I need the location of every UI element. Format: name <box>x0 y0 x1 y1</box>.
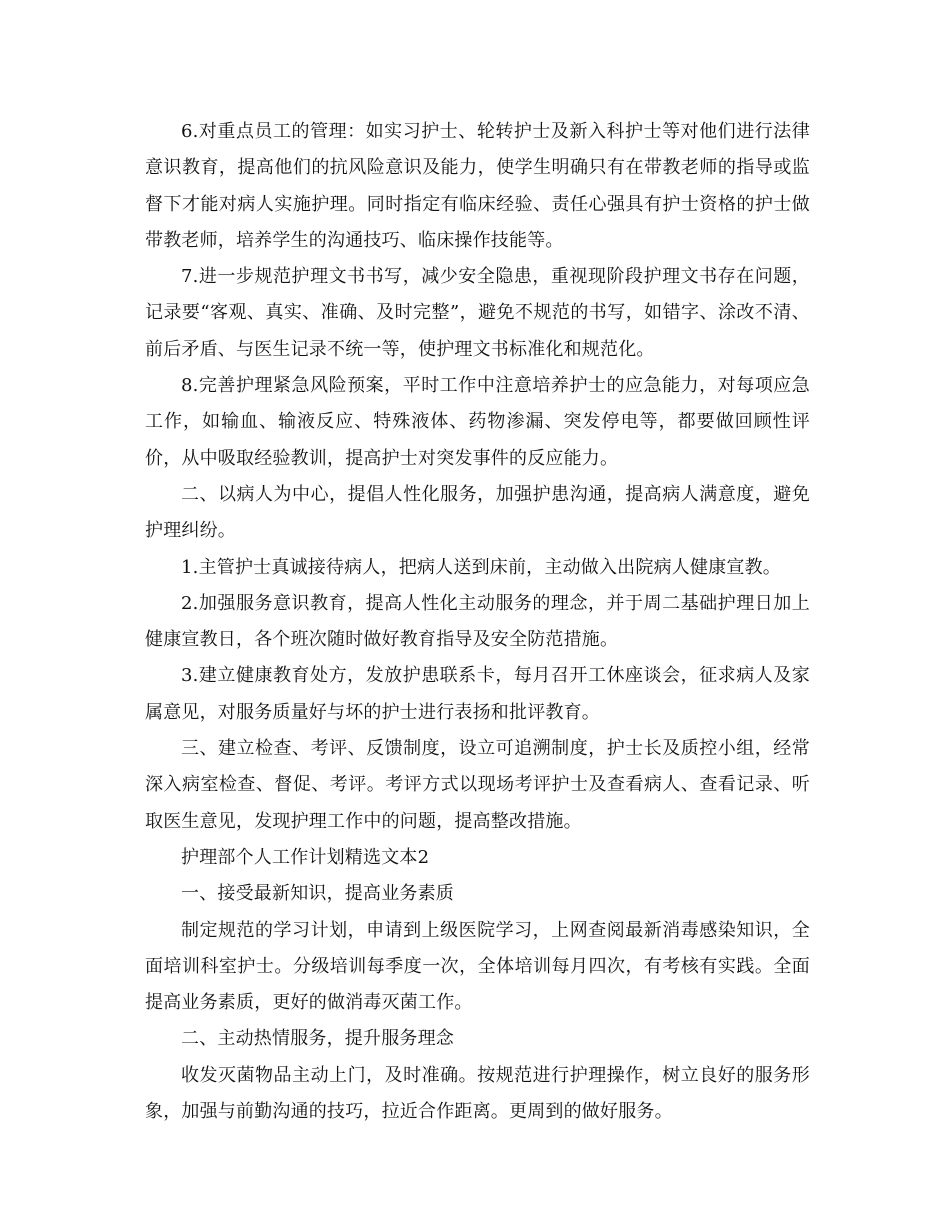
section-heading-service-concept: 二、主动热情服务，提升服务理念 <box>181 1028 454 1050</box>
document-body <box>145 114 810 1130</box>
paragraph-item-8-emergency-plan: 8.完善护理紧急风险预案，平时工作中注意培养护士的应急能力，对每项应急工作，如输血、输液反应、特殊液体、药物渗漏、突发停电等，都要做回顾性评价，从中吸取经验教训，提高护士对突发事件的反应能力。 <box>145 375 810 469</box>
section-heading-inspection-system: 三、建立检查、考评、反馈制度，设立可追溯制度，护士长及质控小组，经常深入病室检查、督促、考评。考评方式以现场考评护士及查看病人、查看记录、听取医生意见，发现护理工作中的问题，提高整改措施。 <box>145 738 810 832</box>
paragraph-service-delivery: 收发灭菌物品主动上门，及时准确。按规范进行护理操作，树立良好的服务形象，加强与前勤沟通的技巧，拉近合作距离。更周到的做好服务。 <box>145 1064 810 1123</box>
paragraph-item-3-health-education: 3.建立健康教育处方，发放护患联系卡，每月召开工休座谈会，征求病人及家属意见，对服务质量好与坏的护士进行表扬和批评教育。 <box>145 665 810 723</box>
paragraph-item-2-service-awareness: 2.加强服务意识教育，提高人性化主动服务的理念，并于周二基础护理日加上健康宣教日，各个班次随时做好教育指导及安全防范措施。 <box>145 592 810 651</box>
document-subtitle: 护理部个人工作计划精选文本2 <box>181 846 430 868</box>
paragraph-study-plan: 制定规范的学习计划，申请到上级医院学习，上网查阅最新消毒感染知识，全面培训科室护士。分级培训每季度一次，全体培训每月四次，有考核有实践。全面提高业务素质，更好的做消毒灭菌工作。 <box>145 919 810 1014</box>
section-heading-patient-centered: 二、以病人为中心，提倡人性化服务，加强护患沟通，提高病人满意度，避免护理纠纷。 <box>145 483 810 542</box>
paragraph-item-1-reception: 1.主管护士真诚接待病人，把病人送到床前，主动做入出院病人健康宣教。 <box>181 556 781 578</box>
section-heading-new-knowledge: 一、接受最新知识，提高业务素质 <box>181 883 454 905</box>
paragraph-item-6-key-staff: 6.对重点员工的管理：如实习护士、轮转护士及新入科护士等对他们进行法律意识教育，提高他们的抗风险意识及能力，使学生明确只有在带教老师的指导或监督下才能对病人实施护理。同时指定有临床经验、责任心强具有护士资格的护士做带教老师，培养学生的沟通技巧、临床操作技能等。 <box>145 121 810 251</box>
paragraph-item-7-nursing-documents: 7.进一步规范护理文书书写，减少安全隐患，重视现阶段护理文书存在问题，记录要“客观、真实、准确、及时完整”，避免不规范的书写，如错字、涂改不清、前后矛盾、与医生记录不统一等，使护理文书标准化和规范化。 <box>145 266 810 360</box>
